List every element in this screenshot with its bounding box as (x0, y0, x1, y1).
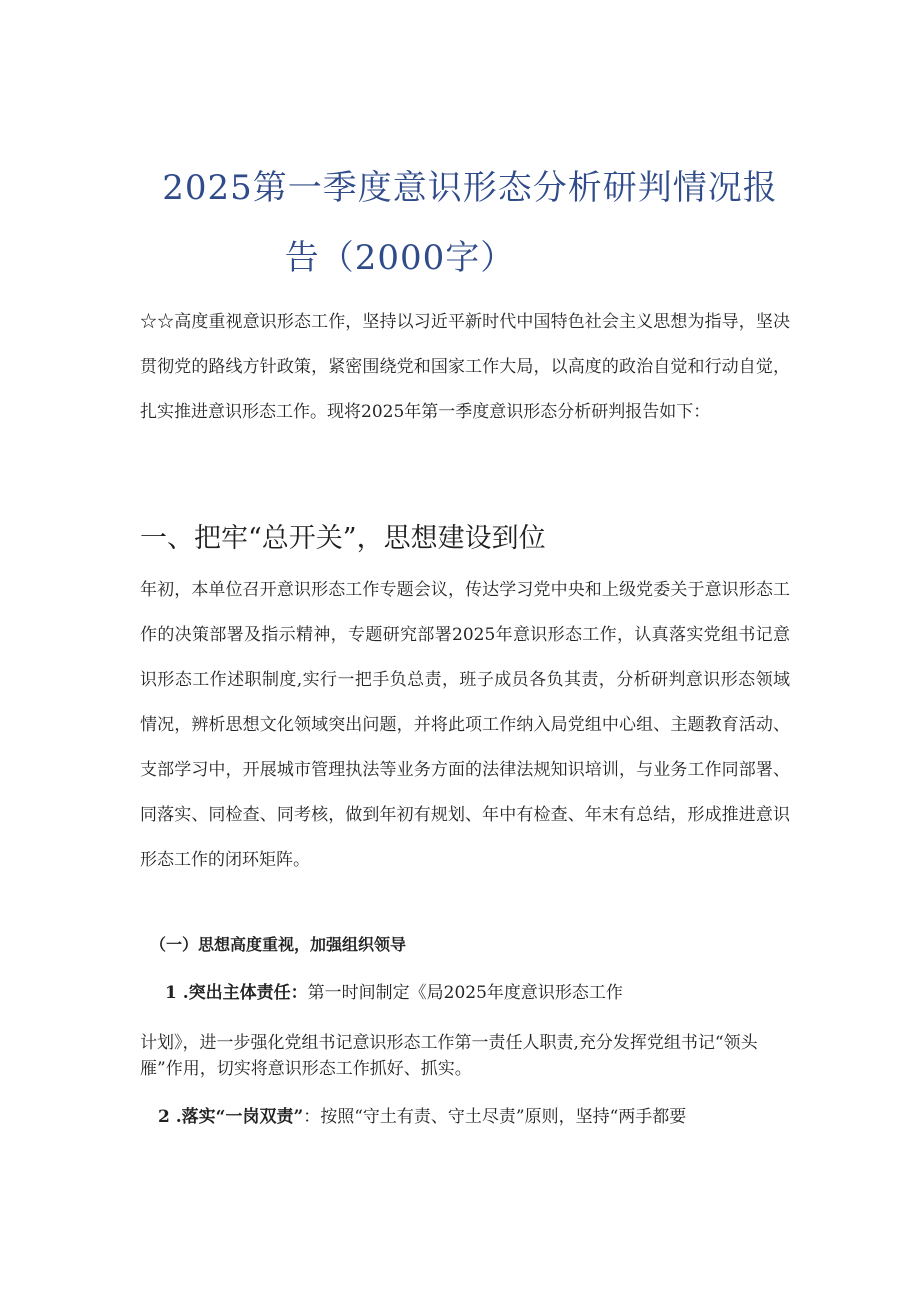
list-item-2 (158, 1102, 686, 1127)
document-title-line2: 告（2000字） (284, 238, 516, 278)
intro-paragraph: ☆☆高度重视意识形态工作，坚持以习近平新时代中国特色社会主义思想为指导，坚决贯彻党的路线方针政策，紧密围绕党和国家工作大局，以高度的政治自觉和行动自觉，扎实推进意识形态工作。现将2025年第一季度意识形态分析研判报告如下： (140, 312, 790, 422)
list-item-1-label: 1 .突出主体责任： (165, 983, 308, 1003)
section-heading-1: 一、把牢“总开关”，思想建设到位 (140, 523, 546, 554)
list-item-1 (165, 978, 623, 1003)
section1-paragraph: 年初，本单位召开意识形态工作专题会议，传达学习党中央和上级党委关于意识形态工作的决策部署及指示精神，专题研究部署2025年意识形态工作，认真落实党组书记意识形态工作述职制度,实行一把手负总责，班子成员各负其责，分析研判意识形态领域情况，辨析思想文化领域突出问题，并将此项工作纳入局党组中心组、主题教育活动、支部学习中，开展城市管理执法等业务方面的法律法规知识培训，与业务工作同部署、同落实、同检查、同考核，做到年初有规划、年中有检查、年末有总结，形成推进意识形态工作的闭环矩阵。 (140, 580, 790, 870)
list-item-2-label: 2 .落实“一岗双责” (158, 1107, 304, 1127)
list-item-2-text: ：按照“守土有责、守土尽责”原则，坚持“两手都要 (303, 1107, 687, 1127)
subsection-heading-1: （一）思想高度重视，加强组织领导 (150, 935, 407, 954)
document-title-line1: 2025第一季度意识形态分析研判情况报 (162, 168, 778, 208)
list-item-1-continuation: 计划》，进一步强化党组书记意识形态工作第一责任人职责,充分发挥党组书记“领头雁”作用，切实将意识形态工作抓好、抓实。 (140, 1033, 758, 1079)
list-item-1-text: 第一时间制定《局2025年度意识形态工作 (307, 983, 623, 1003)
